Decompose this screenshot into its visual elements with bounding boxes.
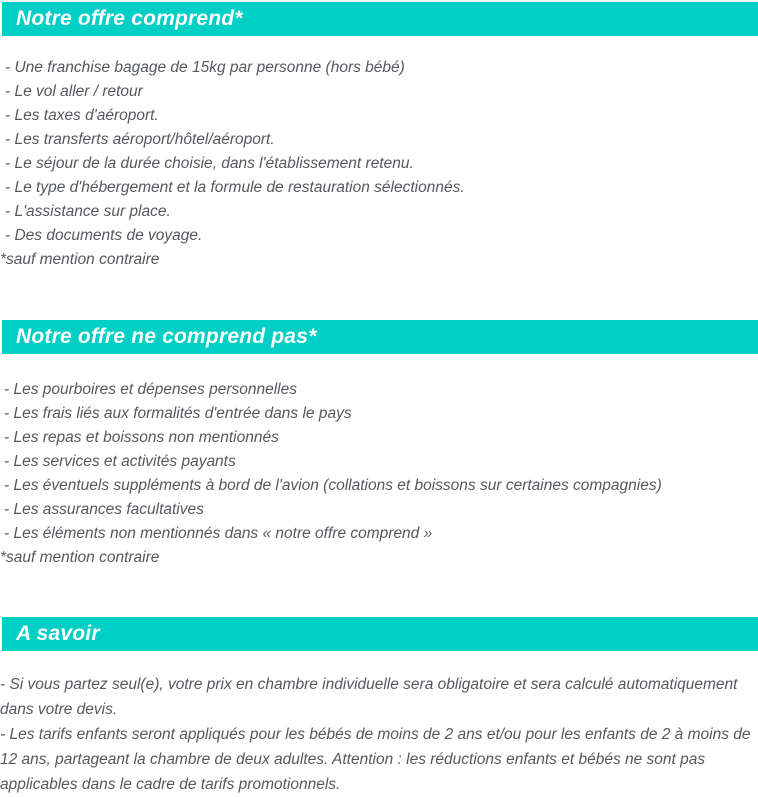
paragraph-child-rates: - Les tarifs enfants seront appliqués pour les bébés de moins de 2 ans et/ou pour les enfants de 2 à moins de 12 ans, partageant la chambre de deux adultes. Attention : les réductions enfants et bébés ne sont pas applicables dans le cadre de tarifs promotionnels. <box>0 726 751 793</box>
list-item: - Une franchise bagage de 15kg par personne (hors bébé) <box>5 59 405 76</box>
section-title-offer-includes: Notre offre comprend* <box>16 7 243 30</box>
list-item: - Les éléments non mentionnés dans « notre offre comprend » <box>4 525 433 542</box>
section-offer-excludes <box>0 320 758 570</box>
list-item: - Le type d'hébergement et la formule de restauration sélectionnés. <box>5 179 465 196</box>
list-item: - L'assistance sur place. <box>5 203 171 220</box>
list-item: - Les services et activités payants <box>4 453 236 470</box>
list-item: - Les taxes d'aéroport. <box>5 107 159 124</box>
list-item: - Les éventuels suppléments à bord de l'avion (collations et boissons sur certaines compagnies) <box>4 477 662 494</box>
list-item: - Les frais liés aux formalités d'entrée dans le pays <box>4 405 352 422</box>
section-title-offer-excludes: Notre offre ne comprend pas* <box>16 325 317 348</box>
offer-info-page <box>0 2 758 797</box>
list-item: - Les pourboires et dépenses personnelles <box>4 381 297 398</box>
offer-includes-list <box>0 56 758 248</box>
footnote-offer-includes: *sauf mention contraire <box>0 251 160 268</box>
section-header-offer-excludes <box>2 320 758 354</box>
list-item: - Le séjour de la durée choisie, dans l'établissement retenu. <box>5 155 414 172</box>
section-title-good-to-know: A savoir <box>16 622 100 645</box>
footnote-offer-excludes: *sauf mention contraire <box>0 549 160 566</box>
section-header-good-to-know <box>2 617 758 651</box>
list-item: - Le vol aller / retour <box>5 83 143 100</box>
paragraph-single-room: - Si vous partez seul(e), votre prix en chambre individuelle sera obligatoire et sera calculé automatiquement dans votre devis. <box>0 676 738 718</box>
section-offer-includes <box>0 2 758 272</box>
list-item: - Les repas et boissons non mentionnés <box>4 429 279 446</box>
section-header-offer-includes <box>2 2 758 36</box>
good-to-know-paragraphs <box>0 672 758 797</box>
list-item: - Des documents de voyage. <box>5 227 203 244</box>
list-item: - Les assurances facultatives <box>4 501 204 518</box>
offer-excludes-list <box>0 378 758 546</box>
list-item: - Les transferts aéroport/hôtel/aéroport. <box>5 131 275 148</box>
section-good-to-know <box>0 617 758 797</box>
